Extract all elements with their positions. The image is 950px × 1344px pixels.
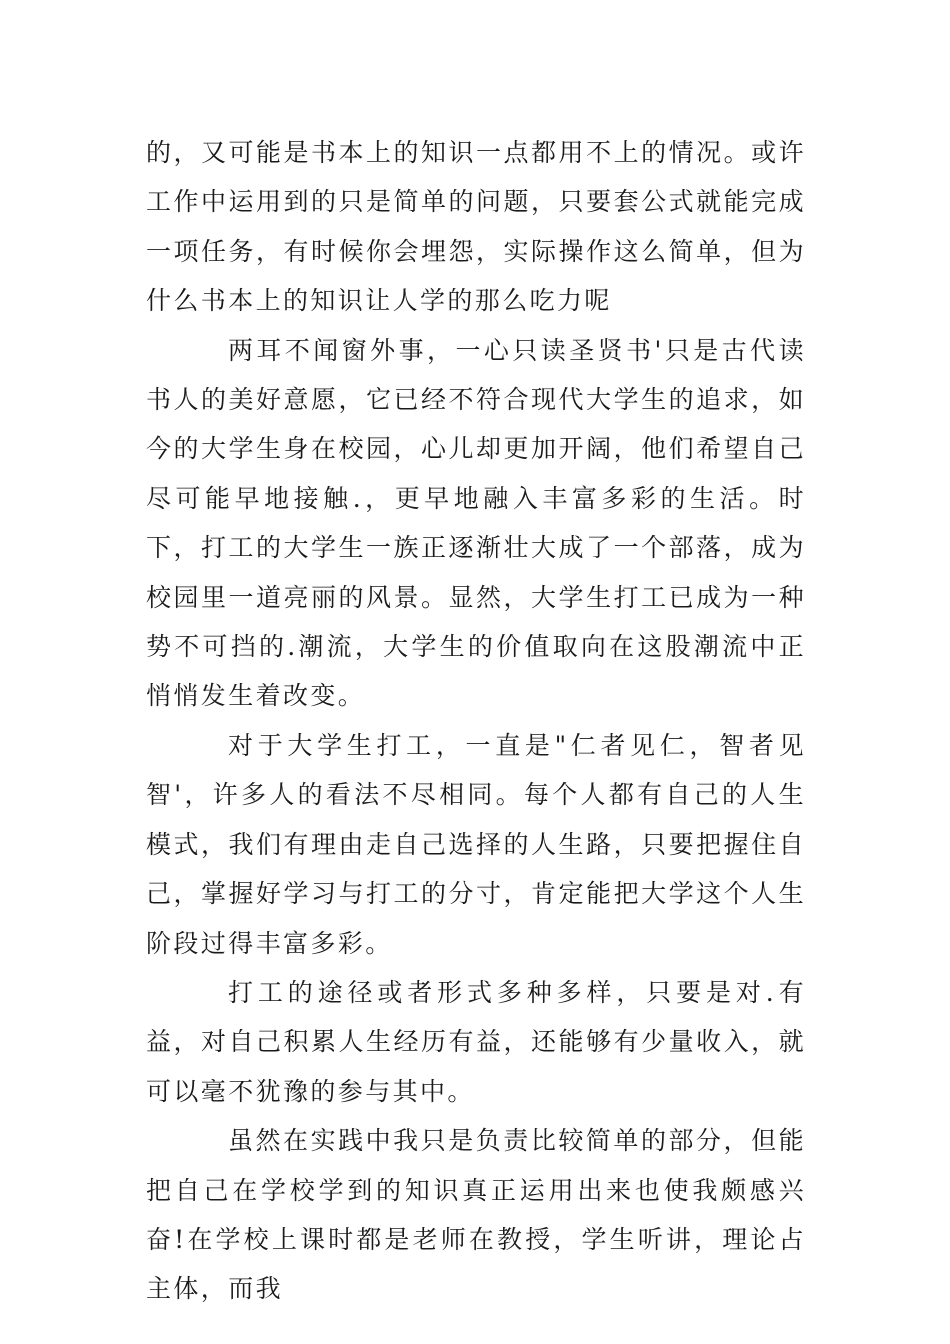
paragraph-4: 打工的途径或者形式多种多样，只要是对.有益，对自己积累人生经历有益，还能够有少量收入，就可以毫不犹豫的参与其中。 xyxy=(146,977,806,1106)
paragraph-1: 的，又可能是书本上的知识一点都用不上的情况。或许工作中运用到的只是简单的问题，只要套公式就能完成一项任务，有时候你会埋怨，实际操作这么简单，但为什么书本上的知识让人学的那么吃力呢 xyxy=(146,138,806,316)
paragraph-3: 对于大学生打工，一直是"仁者见仁，智者见智'，许多人的看法不尽相同。每个人都有自己的人生模式，我们有理由走自己选择的人生路，只要把握住自己，掌握好学习与打工的分寸，肯定能把大学这个人生阶段过得丰富多彩。 xyxy=(146,730,806,958)
document-body xyxy=(146,128,806,1314)
paragraph-5: 虽然在实践中我只是负责比较简单的部分，但能把自己在学校学到的知识真正运用出来也使我颇感兴奋!在学校上课时都是老师在教授，学生听讲，理论占主体，而我 xyxy=(146,1126,806,1304)
paragraph-2: 两耳不闻窗外事，一心只读圣贤书'只是古代读书人的美好意愿，它已经不符合现代大学生的追求，如今的大学生身在校园，心儿却更加开阔，他们希望自己尽可能早地接触.，更早地融入丰富多彩的生活。时下，打工的大学生一族正逐渐壮大成了一个部落，成为校园里一道亮丽的风景。显然，大学生打工已成为一种势不可挡的.潮流，大学生的价值取向在这股潮流中正悄悄发生着改变。 xyxy=(146,335,806,711)
